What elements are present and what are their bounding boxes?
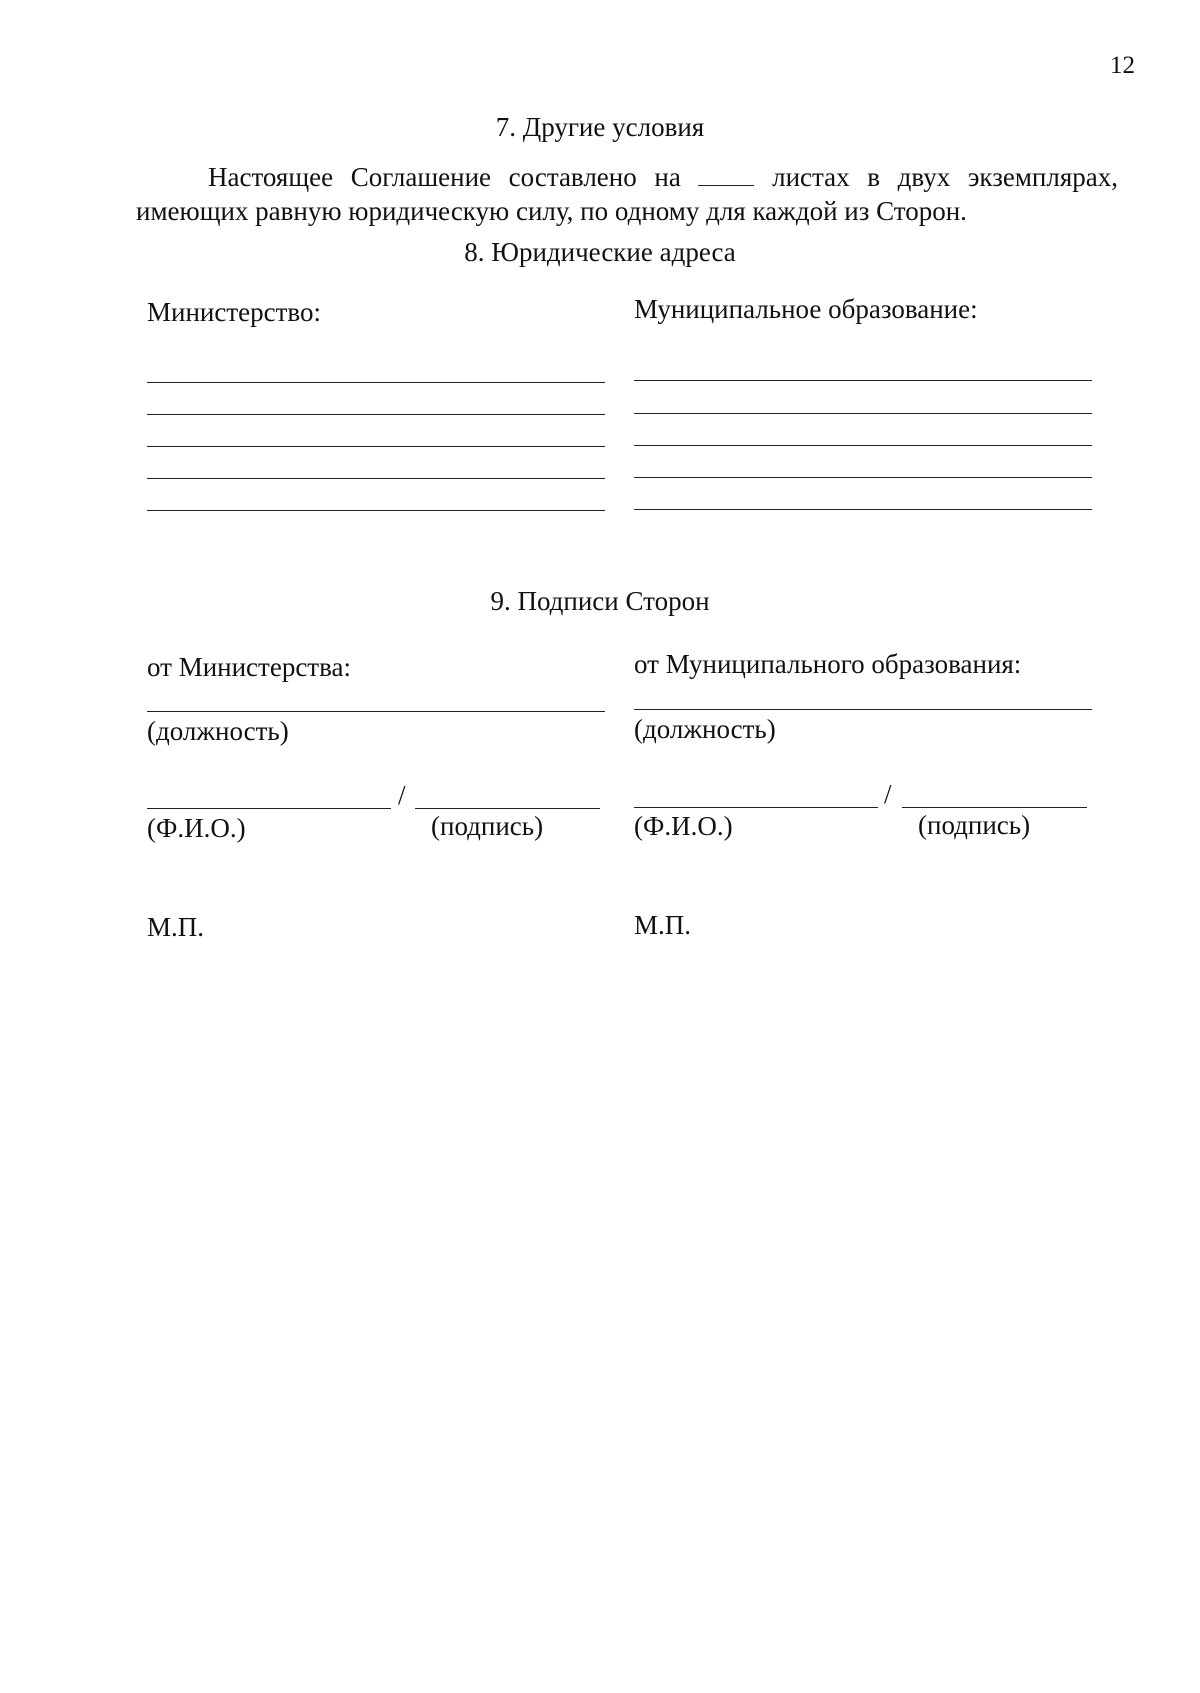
municipal-stamp-label: М.П. (634, 910, 692, 940)
section7-line1 (136, 160, 1118, 194)
municipal-signature-label: (подпись) (918, 810, 1031, 840)
ministry-signature-line (415, 808, 600, 809)
ministry-label: Министерство: (147, 297, 321, 327)
section9-heading: 9. Подписи Сторон (490, 586, 710, 616)
section7-line1-start: Настоящее Соглашение составлено на (208, 162, 681, 192)
section8-heading: 8. Юридические адреса (464, 237, 736, 267)
ministry-fio-line (147, 808, 391, 809)
sheets-count-blank (698, 163, 754, 186)
municipal-address-line-1 (634, 380, 1092, 381)
from-ministry-label: от Министерства: (147, 652, 351, 682)
ministry-fio-label: (Ф.И.О.) (147, 813, 246, 843)
municipal-slash: / (884, 779, 892, 809)
municipal-label: Муниципальное образование: (634, 294, 978, 324)
municipal-address-line-3 (634, 445, 1092, 446)
ministry-address-line-1 (147, 382, 605, 383)
ministry-address-line-5 (147, 510, 605, 511)
ministry-stamp-label: М.П. (147, 912, 205, 942)
municipal-fio-line (634, 807, 878, 808)
municipal-position-line (634, 709, 1092, 710)
municipal-signature-line (902, 807, 1087, 808)
municipal-fio-label: (Ф.И.О.) (634, 811, 733, 841)
municipal-address-line-2 (634, 413, 1092, 414)
from-municipal-label: от Муниципального образования: (634, 649, 1022, 679)
ministry-signature-label: (подпись) (431, 811, 544, 841)
municipal-address-line-4 (634, 477, 1092, 478)
ministry-position-line (147, 711, 605, 712)
section7-heading: 7. Другие условия (495, 112, 705, 142)
municipal-position-label: (должность) (634, 714, 776, 744)
municipal-address-line-5 (634, 509, 1092, 510)
section7-line1-end: листах в двух экземплярах, (772, 162, 1119, 192)
ministry-slash: / (398, 780, 406, 810)
ministry-address-line-3 (147, 446, 605, 447)
section7-paragraph (136, 160, 1118, 228)
section7-line2: имеющих равную юридическую силу, по одному для каждой из Сторон. (136, 196, 967, 226)
page-number: 12 (1110, 52, 1135, 79)
ministry-address-line-2 (147, 414, 605, 415)
ministry-address-line-4 (147, 478, 605, 479)
ministry-position-label: (должность) (147, 716, 289, 746)
